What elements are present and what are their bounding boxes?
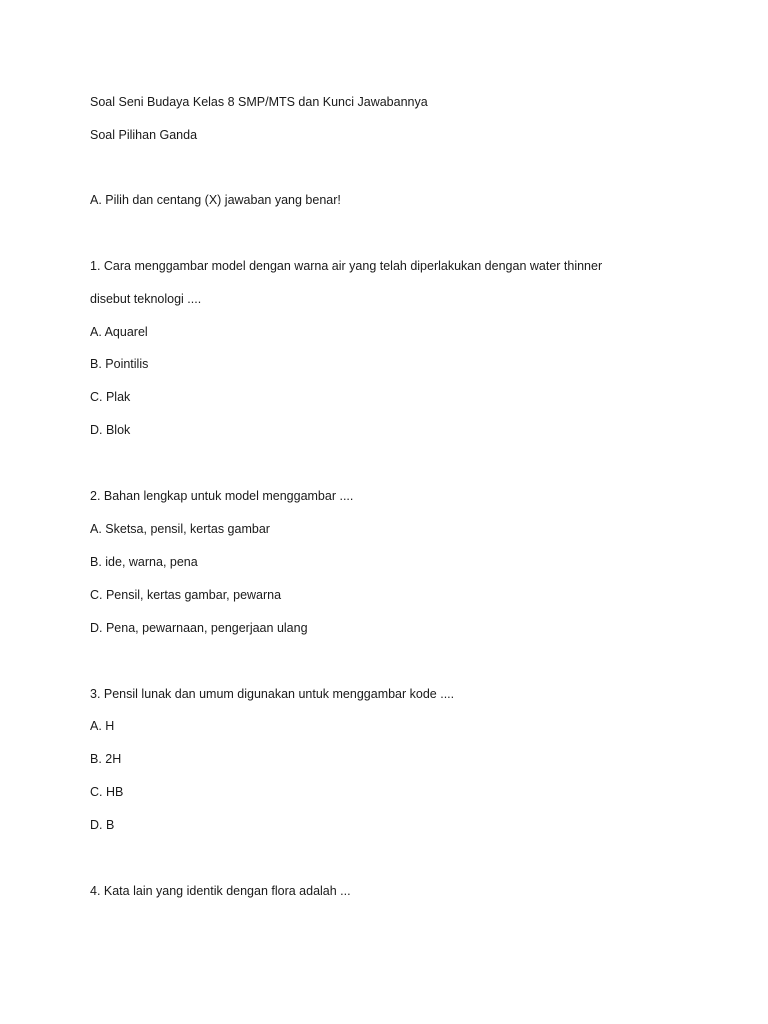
document-title: Soal Seni Budaya Kelas 8 SMP/MTS dan Kunci Jawabannya <box>90 95 428 109</box>
question-2-option-b: B. ide, warna, pena <box>90 555 198 569</box>
question-2-option-c: C. Pensil, kertas gambar, pewarna <box>90 588 282 602</box>
question-1-option-b: B. Pointilis <box>90 357 149 371</box>
instruction-text: A. Pilih dan centang (X) jawaban yang benar! <box>90 193 341 207</box>
question-3-option-c: C. HB <box>90 785 124 799</box>
question-1-text-line-1: 1. Cara menggambar model dengan warna air yang telah diperlakukan dengan water thinner <box>90 259 603 273</box>
question-1-text-line-2: disebut teknologi .... <box>90 292 202 306</box>
question-3-option-a: A. H <box>90 719 115 733</box>
question-4-text: 4. Kata lain yang identik dengan flora adalah ... <box>90 884 351 898</box>
question-3-text: 3. Pensil lunak dan umum digunakan untuk menggambar kode .... <box>90 687 455 701</box>
question-2-option-d: D. Pena, pewarnaan, pengerjaan ulang <box>90 621 308 635</box>
question-2-text: 2. Bahan lengkap untuk model menggambar .... <box>90 489 354 503</box>
question-3-option-d: D. B <box>90 818 115 832</box>
question-2-option-a: A. Sketsa, pensil, kertas gambar <box>90 522 270 536</box>
document-subtitle: Soal Pilihan Ganda <box>90 128 198 142</box>
question-1-option-c: C. Plak <box>90 390 131 404</box>
question-1-option-d: D. Blok <box>90 423 131 437</box>
question-3-option-b: B. 2H <box>90 752 122 766</box>
question-1-option-a: A. Aquarel <box>90 325 148 339</box>
